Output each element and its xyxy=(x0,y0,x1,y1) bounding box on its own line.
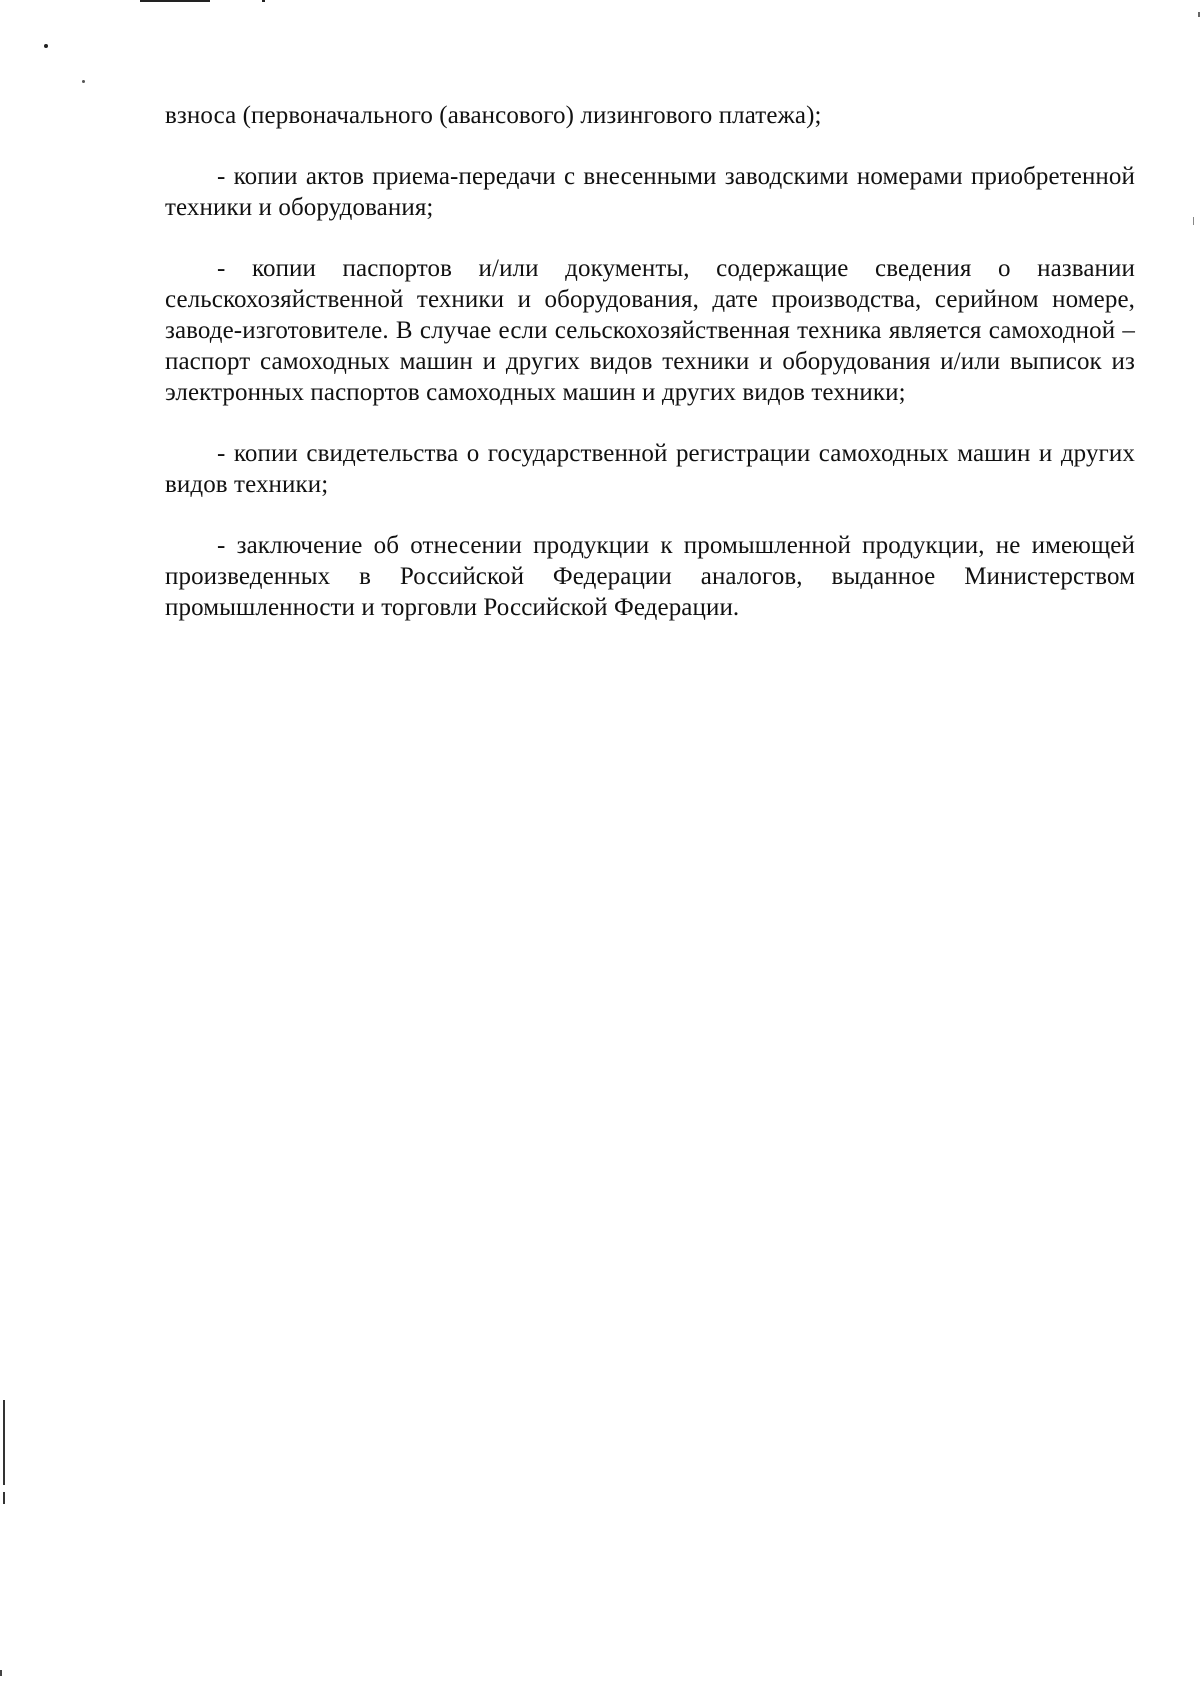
list-item-registration-certificate: - копии свидетельства о государственной регистрации самоходных машин и других видов техники; xyxy=(165,440,1135,498)
paragraph-continuation: взноса (первоначального (авансового) лизингового платежа); xyxy=(165,102,822,129)
scan-artifact-dot xyxy=(44,44,48,48)
scan-artifact-tick xyxy=(0,1670,2,1676)
scan-artifact-line xyxy=(140,0,210,2)
scan-artifact-tick xyxy=(1193,217,1194,225)
scan-artifact-edge-bar xyxy=(3,1400,5,1485)
list-item-acceptance-acts: - копии актов приема-передачи с внесенными заводскими номерами приобретенной техники и оборудования; xyxy=(165,163,1135,221)
scan-artifact-dot xyxy=(262,0,265,2)
document-body xyxy=(165,100,1135,653)
scan-artifact-dot xyxy=(82,80,85,83)
list-item-ministry-conclusion: - заключение об отнесении продукции к промышленной продукции, не имеющей произведенных в Российской Федерации аналогов, выданное Министерством промышленности и торговли Российской Федерации. xyxy=(165,532,1135,621)
scan-artifact-edge-bar xyxy=(3,1492,5,1504)
list-item-passports: - копии паспортов и/или документы, содержащие сведения о названии сельскохозяйственной техники и оборудования, дате производства, серийном номере, заводе-изготовителе. В случае если сельскохозяйственная техника является самоходной – паспорт самоходных машин и других видов техники и оборудования и/или выписок из электронных паспортов самоходных машин и других видов техники; xyxy=(165,255,1135,406)
